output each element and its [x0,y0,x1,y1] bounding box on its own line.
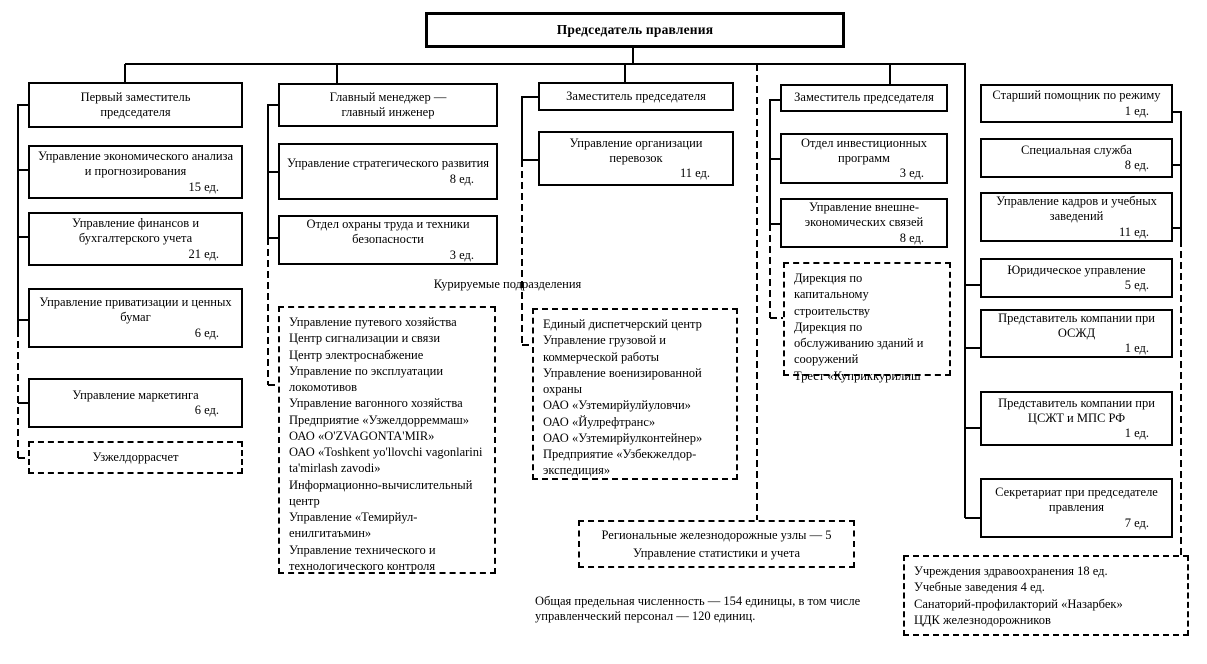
col1-header-box [28,82,243,128]
list-item: главный инженер [341,105,435,119]
unit-title: Управление приватизации и ценных бумаг [39,295,232,325]
list-item: Дирекция по обслуживанию зданий и сооружений [794,319,924,367]
regional-nodes-box [578,520,855,568]
unit-title: Специальная служба [1021,142,1132,157]
unit-title: Представитель компании при ЦСЖТ и МПС РФ [998,395,1155,425]
col4-header-box: Заместитель председателя [780,84,948,112]
unit-title: Управление кадров и учебных заведений [996,194,1157,224]
unit-box-transport-org [538,131,734,186]
list-item: Учреждения здравоохранения 18 ед. [914,564,1108,578]
unit-count: 8 ед. [899,230,924,245]
list-item: ОАО «O'ZVAGONTA'MIR» [289,428,435,443]
unit-count: 1 ед. [1124,426,1149,441]
col3-supervised-list-box [532,308,738,480]
list-item: Единый диспетчерский центр [543,317,702,331]
unit-title: Управление организации перевозок [569,135,703,165]
social-institutions-box [903,555,1189,636]
list-item: Управление статистики и учета [632,546,800,560]
list-item: Информационно-вычислительный центр [289,477,473,508]
unit-title: Отдел охраны труда и техники безопасности [306,217,470,247]
unit-box-labor-safety [278,215,498,265]
list-item: ОАО «Узтемирйулйуловчи» [543,398,691,413]
unit-title: Управление внешне-экономических связей [804,200,924,230]
unit-box-privatization [28,288,243,348]
unit-box-finance [28,212,243,266]
unit-box-legal [980,258,1173,298]
unit-title: Представитель компании при ОСЖД [998,310,1155,340]
list-item: ОАО «Йулрефтранс» [543,414,656,429]
unit-count: 7 ед. [1124,515,1149,530]
unit-count: 8 ед. [449,171,474,186]
unit-count: 1 ед. [1124,341,1149,356]
unit-title: Управление финансов и бухгалтерского учета [71,216,200,246]
unit-title: Управление маркетинга [72,387,199,402]
unit-count: 8 ед. [1124,158,1149,172]
unit-title: Отдел инвестиционных программ [800,135,928,165]
col2-supervised-list-box [278,306,496,574]
list-item: Управление военизированной охраны [543,365,702,396]
unit-count: 21 ед. [188,246,219,261]
unit-box-marketing [28,378,243,428]
unit-title: Управление стратегического развития [286,156,490,171]
list-item: председателя [100,105,171,119]
unit-box-foreign-economic [780,198,948,248]
list-item: ЦДК железнодорожников [914,612,1051,627]
list-item: Региональные железнодорожные узлы — 5 [601,527,832,542]
unit-box-uzzheldorraschet: Узжелдоррасчет [28,441,243,474]
list-item: Управление по эксплуатации локомотивов [289,363,444,394]
unit-title: Старший помощник по режиму [992,88,1161,103]
list-item: Трест «Куприккурилиш [794,368,921,383]
list-item: Первый заместитель [80,89,191,104]
list-item: Предприятие «Узбекжелдор-экспедиция» [543,447,697,478]
list-item: Главный менеджер — [329,89,447,104]
unit-box-special-service [980,138,1173,178]
unit-box-senior-assistant [980,84,1173,123]
unit-count: 3 ед. [899,166,924,181]
list-item: ОАО «Узтемирйулконтейнер» [543,430,703,445]
list-item: Управление грузовой и коммерческой работы [543,333,666,364]
list-item: Учебные заведения 4 ед. [914,580,1045,595]
list-item: ОАО «Toshkent yo'llovchi vagonlarini ta'mirlash zavodi» [289,445,483,476]
list-item: Управление путевого хозяйства [289,315,457,329]
unit-count: 6 ед. [194,403,219,417]
supervised-divisions-label: Курируемые подразделения [433,277,582,291]
unit-title: Юридическое управление [1007,262,1146,277]
list-item: Дирекция по капитальному строительству [794,271,871,318]
unit-title: Секретариат при председателе правления [995,485,1158,515]
chairman-box: Председатель правления [425,12,845,48]
unit-box-secretariat [980,478,1173,538]
unit-count: 11 ед. [679,166,710,181]
list-item: Центр электроснабжение [289,347,424,362]
unit-box-strategic-dev [278,143,498,200]
unit-title: Управление экономического анализа и прогнозирования [37,149,234,179]
unit-box-investment-programs [780,133,948,184]
unit-count: 1 ед. [1124,103,1149,118]
unit-box-rep-oszhd [980,309,1173,358]
unit-box-economic-analysis [28,145,243,199]
unit-box-personnel [980,192,1173,242]
unit-count: 3 ед. [449,247,474,262]
list-item: Центр сигнализации и связи [289,331,441,346]
list-item: Управление «Темирйул-енилгитаъмин» [289,510,418,541]
unit-box-rep-cszht-mps [980,391,1173,446]
unit-count: 11 ед. [1118,224,1149,239]
total-headcount-note: Общая предельная численность — 154 единицы, в том числе управленческий персонал — 120 единиц. [535,594,861,624]
unit-count: 15 ед. [188,179,219,194]
list-item: Управление вагонного хозяйства [289,396,463,411]
col4-supervised-list-box [783,262,951,383]
col2-header-box [278,83,498,127]
unit-count: 6 ед. [194,325,219,340]
list-item: Управление технического и технологического контроля [289,542,436,573]
list-item: Санаторий-профилакторий «Назарбек» [914,596,1123,611]
col3-header-box: Заместитель председателя [538,82,734,111]
list-item: Предприятие «Узжелдорреммаш» [289,412,470,427]
unit-count: 5 ед. [1124,278,1149,292]
